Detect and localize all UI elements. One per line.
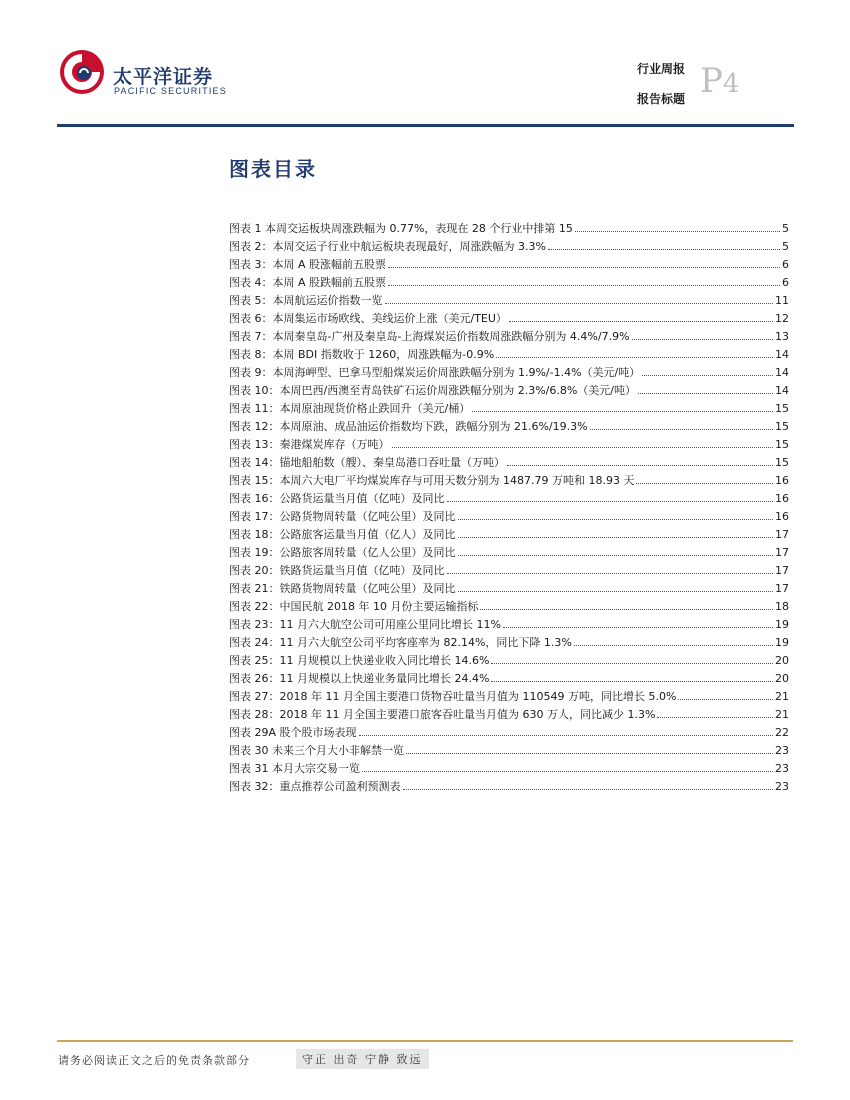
toc-entry-label: 图表 4：本周 A 股跌幅前五股票 (229, 276, 387, 289)
toc-leader-dots (458, 507, 774, 520)
footer-slogan: 守正 出奇 宁静 致远 (296, 1049, 429, 1069)
toc-leader-dots (472, 399, 773, 412)
toc-leader-dots (385, 291, 774, 304)
toc-leader-dots (458, 525, 774, 538)
toc-entry-label: 图表 31 本月大宗交易一览 (229, 762, 360, 775)
toc-entry[interactable] (229, 741, 789, 759)
toc-entry[interactable] (229, 669, 789, 687)
toc-leader-dots (480, 597, 773, 610)
toc-leader-dots (642, 363, 773, 376)
toc-entry-page: 17 (775, 564, 789, 577)
toc-entry-label: 图表 19：公路旅客周转量（亿人公里）及同比 (229, 546, 456, 559)
toc-leader-dots (359, 723, 773, 736)
toc-entry-page: 14 (775, 384, 789, 397)
brand-name-en: PACIFIC SECURITIES (114, 86, 227, 96)
toc-entry-label: 图表 12：本周原油、成品油运价指数均下跌，跌幅分别为 21.6%/19.3% (229, 420, 588, 433)
toc-entry-label: 图表 16：公路货运量当月值（亿吨）及同比 (229, 492, 445, 505)
toc-entry-label: 图表 9：本周海岬型、巴拿马型船煤炭运价周涨跌幅分别为 1.9%/-1.4%（美元/吨） (229, 366, 641, 379)
toc-entry[interactable] (229, 687, 789, 705)
pacific-securities-logo-icon (58, 48, 106, 96)
report-title: 报告标题 (636, 92, 685, 106)
toc-entry-page: 19 (775, 618, 789, 631)
page-number-digit: 4 (722, 69, 740, 99)
toc-entry-label: 图表 27：2018 年 11 月全国主要港口货物吞吐量当月值为 110549 万吨，同比增长 5.0% (229, 690, 677, 703)
toc-entry[interactable] (229, 309, 789, 327)
toc-entry-label: 图表 26：11 月规模以上快递业务量同比增长 24.4% (229, 672, 490, 685)
toc-entry[interactable] (229, 471, 789, 489)
section-title: 图表目录 (229, 157, 317, 181)
toc-entry-page: 12 (775, 312, 789, 325)
toc-leader-dots (447, 489, 774, 502)
toc-leader-dots (548, 237, 780, 250)
toc-entry-page: 15 (775, 438, 789, 451)
toc-leader-dots (575, 219, 780, 232)
toc-entry-page: 14 (775, 366, 789, 379)
toc-entry-page: 17 (775, 546, 789, 559)
toc-entry-label: 图表 7：本周秦皇岛-广州及秦皇岛-上海煤炭运价指数周涨跌幅分别为 4.4%/7.9% (229, 330, 630, 343)
toc-entry-page: 16 (775, 492, 789, 505)
toc-entry[interactable] (229, 273, 789, 291)
toc-entry[interactable] (229, 579, 789, 597)
toc-entry-page: 5 (782, 222, 789, 235)
toc-entry[interactable] (229, 723, 789, 741)
toc-entry-label: 图表 18：公路旅客运量当月值（亿人）及同比 (229, 528, 456, 541)
toc-entry-page: 20 (775, 654, 789, 667)
toc-entry-label: 图表 11：本周原油现货价格止跌回升（美元/桶） (229, 402, 471, 415)
toc-entry-label: 图表 22：中国民航 2018 年 10 月份主要运输指标 (229, 600, 479, 613)
toc-entry[interactable] (229, 759, 789, 777)
toc-entry-label: 图表 1 本周交运板块周涨跌幅为 0.77%，表现在 28 个行业中排第 15 (229, 222, 573, 235)
toc-entry-label: 图表 17：公路货物周转量（亿吨公里）及同比 (229, 510, 456, 523)
toc-leader-dots (509, 309, 773, 322)
toc-entry-page: 23 (775, 762, 789, 775)
toc-entry[interactable] (229, 705, 789, 723)
toc-entry-page: 23 (775, 780, 789, 793)
toc-leader-dots (491, 669, 773, 682)
toc-leader-dots (636, 471, 773, 484)
toc-leader-dots (507, 453, 773, 466)
toc-entry-label: 图表 8：本周 BDI 指数收于 1260，周涨跌幅为-0.9% (229, 348, 495, 361)
toc-entry-label: 图表 14：锚地船舶数（艘）、秦皇岛港口吞吐量（万吨） (229, 456, 505, 469)
toc-entry-page: 20 (775, 672, 789, 685)
toc-entry-label: 图表 20：铁路货运量当月值（亿吨）及同比 (229, 564, 445, 577)
toc-entry-label: 图表 2：本周交运子行业中航运板块表现最好，周涨跌幅为 3.3% (229, 240, 546, 253)
report-type: 行业周报 (636, 62, 685, 76)
toc-entry-label: 图表 25：11 月规模以上快递业收入同比增长 14.6% (229, 654, 490, 667)
toc-leader-dots (503, 615, 773, 628)
toc-entry[interactable] (229, 237, 789, 255)
toc-entry-page: 17 (775, 528, 789, 541)
toc-entry-page: 16 (775, 474, 789, 487)
toc-entry-label: 图表 30 未来三个月大小非解禁一览 (229, 744, 404, 757)
toc-leader-dots (657, 705, 773, 718)
toc-leader-dots (406, 741, 773, 754)
toc-entry-page: 11 (775, 294, 789, 307)
toc-entry[interactable] (229, 435, 789, 453)
toc-entry-label: 图表 23：11 月六大航空公司可用座公里同比增长 11% (229, 618, 501, 631)
toc-entry-page: 6 (782, 258, 789, 271)
toc-entry[interactable] (229, 219, 789, 237)
toc-entry-page: 21 (775, 690, 789, 703)
header-rule (57, 124, 794, 127)
toc-entry-label: 图表 28：2018 年 11 月全国主要港口旅客吞吐量当月值为 630 万人，同比减少 1.3% (229, 708, 656, 721)
page-letter: P (700, 61, 723, 101)
brand-name-cn: 太平洋证券 (113, 66, 214, 88)
toc-entry[interactable] (229, 417, 789, 435)
toc-entry[interactable] (229, 597, 789, 615)
toc-entry[interactable] (229, 453, 789, 471)
toc-entry-page: 21 (775, 708, 789, 721)
toc-entry-page: 6 (782, 276, 789, 289)
toc-entry-page: 15 (775, 402, 789, 415)
toc-entry-page: 16 (775, 510, 789, 523)
toc-entry-label: 图表 24：11 月六大航空公司平均客座率为 82.14%，同比下降 1.3% (229, 636, 572, 649)
toc-entry-label: 图表 5：本周航运运价指数一览 (229, 294, 383, 307)
toc-entry-label: 图表 32：重点推荐公司盈利预测表 (229, 780, 401, 793)
toc-entry-page: 18 (775, 600, 789, 613)
toc-entry-label: 图表 29A 股个股市场表现 (229, 726, 357, 739)
toc-leader-dots (388, 255, 780, 268)
toc-entry-page: 19 (775, 636, 789, 649)
toc-leader-dots (491, 651, 773, 664)
toc-entry[interactable] (229, 507, 789, 525)
toc-entry[interactable] (229, 327, 789, 345)
toc-entry-label: 图表 3：本周 A 股涨幅前五股票 (229, 258, 387, 271)
toc-entry[interactable] (229, 291, 789, 309)
toc-entry-page: 22 (775, 726, 789, 739)
footer-rule (57, 1040, 793, 1042)
toc-leader-dots (388, 273, 780, 286)
toc-entry-label: 图表 13：秦港煤炭库存（万吨） (229, 438, 390, 451)
toc-leader-dots (362, 759, 773, 772)
toc-leader-dots (678, 687, 773, 700)
toc-entry-page: 17 (775, 582, 789, 595)
toc-entry[interactable] (229, 399, 789, 417)
toc-entry-label: 图表 6：本周集运市场欧线、美线运价上涨（美元/TEU） (229, 312, 507, 325)
toc-leader-dots (403, 777, 774, 790)
toc-entry-label: 图表 10：本周巴西/西澳至青岛铁矿石运价周涨跌幅分别为 2.3%/6.8%（美元/吨） (229, 384, 636, 397)
toc-entry[interactable] (229, 543, 789, 561)
toc-entry[interactable] (229, 363, 789, 381)
toc-entry-label: 图表 15：本周六大电厂平均煤炭库存与可用天数分别为 1487.79 万吨和 18.93 天 (229, 474, 635, 487)
toc-entry-label: 图表 21：铁路货物周转量（亿吨公里）及同比 (229, 582, 456, 595)
toc-leader-dots (590, 417, 773, 430)
toc-entry-page: 23 (775, 744, 789, 757)
toc-leader-dots (447, 561, 774, 574)
toc-entry[interactable] (229, 525, 789, 543)
toc-entry[interactable] (229, 345, 789, 363)
toc-entry[interactable] (229, 489, 789, 507)
toc-entry-page: 14 (775, 348, 789, 361)
toc-entry[interactable] (229, 651, 789, 669)
footer-disclaimer[interactable]: 请务必阅读正文之后的免责条款部分 (58, 1054, 250, 1067)
toc-entry[interactable] (229, 777, 789, 795)
toc-leader-dots (574, 633, 773, 646)
toc-leader-dots (638, 381, 773, 394)
toc-entry[interactable] (229, 561, 789, 579)
toc-entry[interactable] (229, 381, 789, 399)
toc-leader-dots (496, 345, 773, 358)
toc-entry-page: 15 (775, 420, 789, 433)
toc-leader-dots (458, 543, 774, 556)
toc-entry[interactable] (229, 255, 789, 273)
toc-entry-page: 15 (775, 456, 789, 469)
figure-toc-list (229, 219, 789, 795)
toc-leader-dots (392, 435, 774, 448)
toc-entry[interactable] (229, 615, 789, 633)
toc-entry-page: 13 (775, 330, 789, 343)
toc-leader-dots (632, 327, 773, 340)
toc-leader-dots (458, 579, 774, 592)
page-number (700, 61, 740, 101)
toc-entry[interactable] (229, 633, 789, 651)
toc-entry-page: 5 (782, 240, 789, 253)
